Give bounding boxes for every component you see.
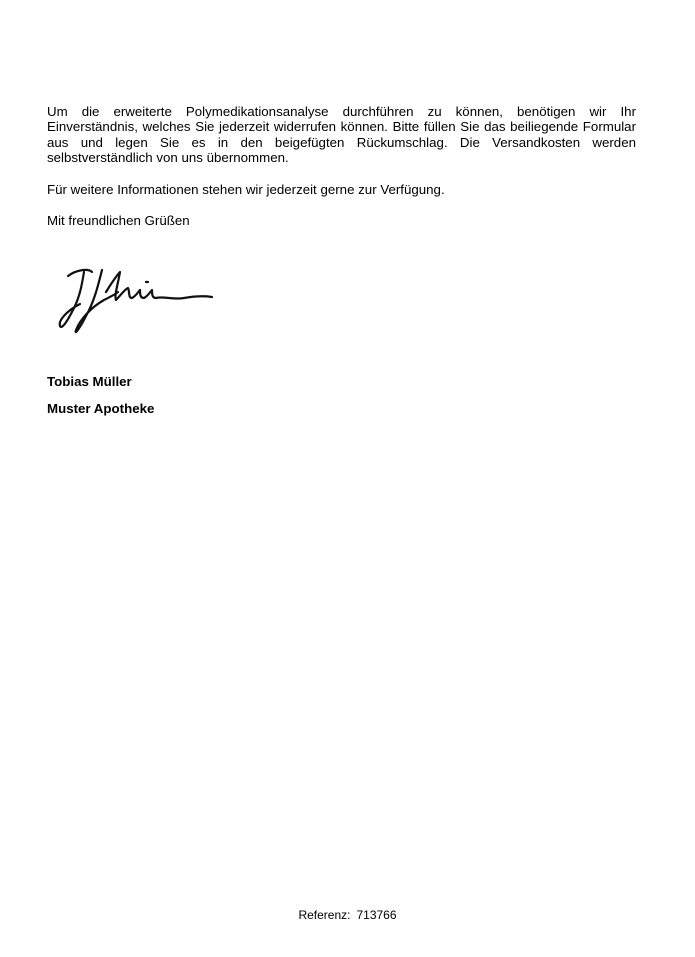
letter-closing: Mit freundlichen Grüßen (47, 213, 190, 228)
letter-paragraph-consent: Um die erweiterte Polymedikationsanalyse durchführen zu können, benötigen wir Ihr Einverständnis, welches Sie jederzeit widerrufen können. Bitte füllen Sie das beiliegende Formular aus und legen Sie es in den beigefügten Rückumschlag. Die Versandkosten werden selbstverständlich von uns übernommen. (47, 104, 636, 165)
footer-reference (0, 908, 695, 922)
signature-stroke (60, 272, 84, 327)
signature-stroke (156, 296, 212, 298)
signature-stroke (68, 270, 92, 276)
sender-company: Muster Apotheke (47, 401, 155, 416)
signature-stroke (140, 290, 156, 298)
letter-paragraph-information: Für weitere Informationen stehen wir jederzeit gerne zur Verfügung. (47, 182, 445, 197)
reference-value: 713766 (356, 908, 397, 922)
handwritten-signature (54, 262, 219, 344)
sender-name: Tobias Müller (47, 374, 132, 389)
reference-label: Referenz: (298, 908, 351, 922)
